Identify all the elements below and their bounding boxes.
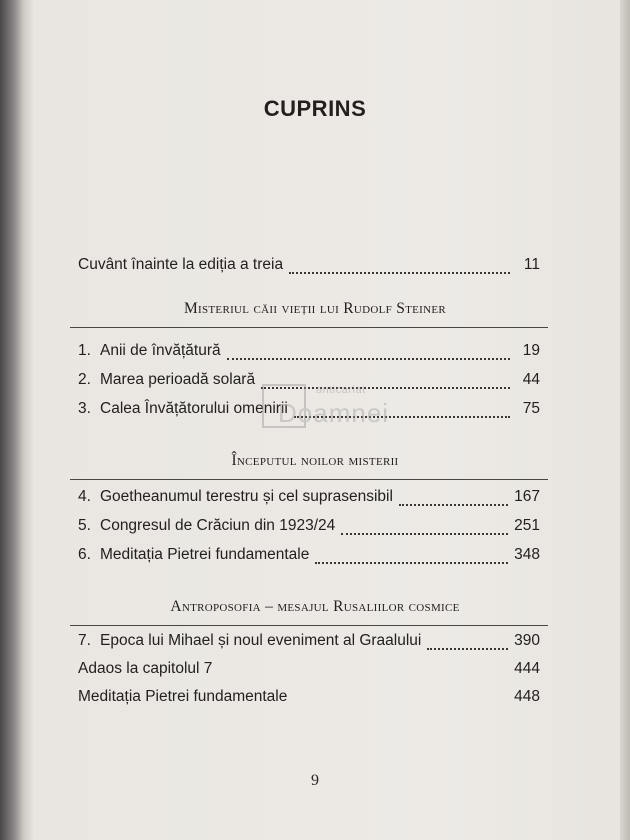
- toc-entry: [78, 546, 540, 570]
- section-heading: Începutul noilor misterii: [231, 452, 399, 469]
- toc-entry-page: 167: [514, 488, 540, 505]
- toc-entry: [78, 632, 540, 656]
- toc-entry-label: Anii de învățătură: [100, 342, 221, 359]
- watermark-small-text: anticariat: [316, 384, 366, 396]
- page-title: CUPRINS: [263, 96, 367, 121]
- dot-leader: [315, 561, 508, 564]
- section-divider: [70, 479, 548, 480]
- page-number: 9: [311, 772, 319, 789]
- toc-entry-number: 6.: [78, 546, 91, 563]
- toc-entry-number: 1.: [78, 342, 91, 359]
- toc-entry-label: Epoca lui Mihael și noul eveniment al Graalului: [100, 632, 422, 649]
- toc-entry-label: Adaos la capitolul 7: [78, 660, 213, 677]
- dot-leader: [289, 271, 510, 274]
- toc-entry-page: 251: [514, 517, 540, 534]
- toc-entry-page: 75: [522, 400, 540, 417]
- toc-entry-label: Congresul de Crăciun din 1923/24: [100, 517, 336, 534]
- toc-entry-number: 7.: [78, 632, 91, 649]
- toc-entry-number: 4.: [78, 488, 91, 505]
- toc-entry: [78, 342, 540, 366]
- toc-entry-page: 19: [522, 342, 540, 359]
- page-edge: [620, 0, 630, 840]
- toc-entry-label: Meditația Pietrei fundamentale: [78, 688, 288, 705]
- watermark-logo: [262, 380, 412, 452]
- toc-entry-preface: [78, 256, 540, 280]
- toc-entry-label: Calea Învățătorului omenirii: [100, 400, 288, 417]
- toc-entry-page: 348: [514, 546, 540, 563]
- toc-entry-label: Marea perioadă solară: [100, 371, 256, 388]
- toc-entry-number: 3.: [78, 400, 91, 417]
- toc-entry-number: 5.: [78, 517, 91, 534]
- toc-entry: [78, 488, 540, 512]
- dot-leader: [341, 532, 508, 535]
- dot-leader: [227, 357, 510, 360]
- section-heading: Misteriul căii vieții lui Rudolf Steiner: [183, 300, 447, 317]
- watermark-big-text: Doamnei: [278, 398, 390, 428]
- dot-leader: [427, 647, 508, 650]
- toc-entry-page: 448: [514, 688, 540, 705]
- toc-entry: [78, 660, 540, 684]
- section-heading: Antroposofia – mesajul Rusaliilor cosmice: [170, 598, 460, 615]
- toc-entry: [78, 517, 540, 541]
- section-divider: [70, 625, 548, 626]
- section-divider: [70, 327, 548, 328]
- toc-entry: [78, 688, 540, 712]
- toc-entry-page: 44: [522, 371, 540, 388]
- toc-entry-label: Cuvânt înainte la ediția a treia: [78, 256, 284, 273]
- toc-entry-label: Meditația Pietrei fundamentale: [100, 546, 310, 563]
- toc-entry-number: 2.: [78, 371, 91, 388]
- toc-entry-label: Goetheanumul terestru și cel suprasensibil: [100, 488, 393, 505]
- toc-entry-page: 390: [514, 632, 540, 649]
- dot-leader: [399, 503, 508, 506]
- toc-entry-page: 11: [523, 256, 540, 273]
- toc-entry-page: 444: [514, 660, 540, 677]
